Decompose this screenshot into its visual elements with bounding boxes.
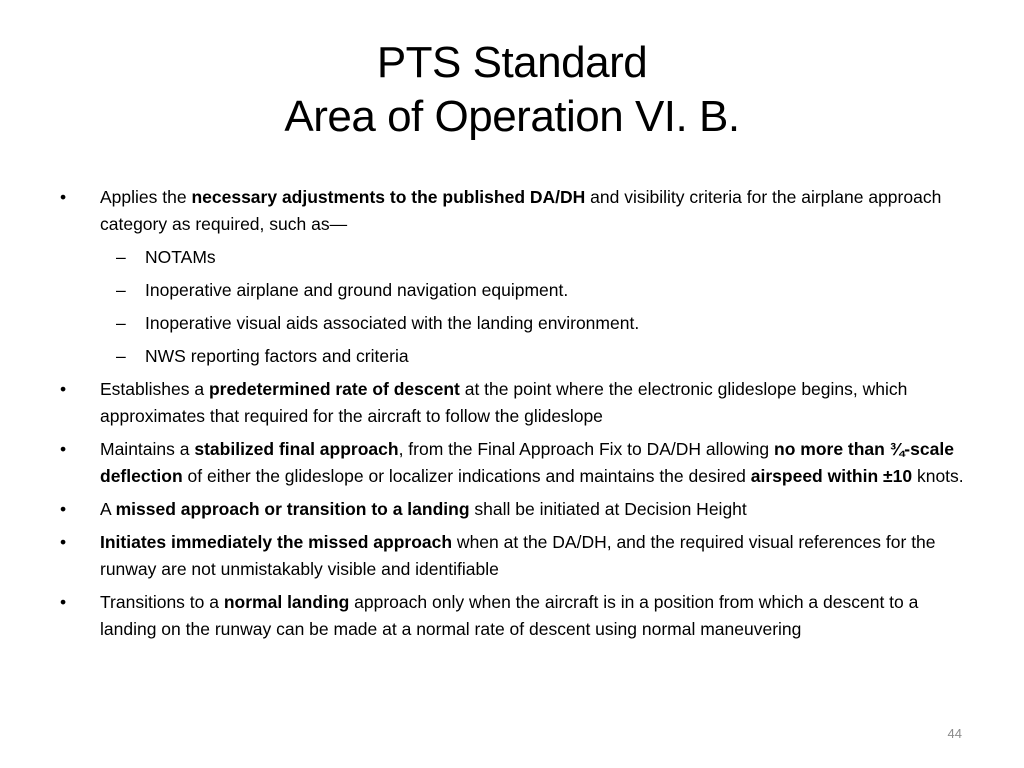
- bullet-item-6: • Transitions to a normal landing approach only when the aircraft is in a position from which a descent to a landing on the runway can be made at a normal rate of descent using normal maneuvering: [56, 589, 966, 643]
- bullet-item-4: • A missed approach or transition to a landing shall be initiated at Decision Height: [56, 496, 966, 523]
- slide-title: [0, 36, 1024, 144]
- sub-item-inoperative-visual-aids: – Inoperative visual aids associated with the landing environment.: [56, 310, 966, 337]
- sub-item-notams: – NOTAMs: [56, 244, 966, 271]
- bullet-item-1: • Applies the necessary adjustments to the published DA/DH and visibility criteria for the airplane approach category as required, such as—: [56, 184, 966, 238]
- bullet-list: [56, 184, 966, 649]
- page-number: 44: [947, 726, 962, 741]
- slide-title-line-1: PTS Standard: [376, 38, 648, 87]
- bullet-item-5: • Initiates immediately the missed approach when at the DA/DH, and the required visual references for the runway are not unmistakably visible and identifiable: [56, 529, 966, 583]
- bullet-item-2: • Establishes a predetermined rate of descent at the point where the electronic glideslope begins, which approximates that required for the aircraft to follow the glideslope: [56, 376, 966, 430]
- sub-item-nws-reporting: – NWS reporting factors and criteria: [56, 343, 966, 370]
- sub-item-inoperative-equipment: – Inoperative airplane and ground navigation equipment.: [56, 277, 966, 304]
- bullet-item-3: • Maintains a stabilized final approach, from the Final Approach Fix to DA/DH allowing no more than ¾-scale deflection of either the glideslope or localizer indications and maintains the desired airspeed within ±10 knots.: [56, 436, 966, 490]
- slide-title-line-2: Area of Operation VI. B.: [284, 92, 740, 141]
